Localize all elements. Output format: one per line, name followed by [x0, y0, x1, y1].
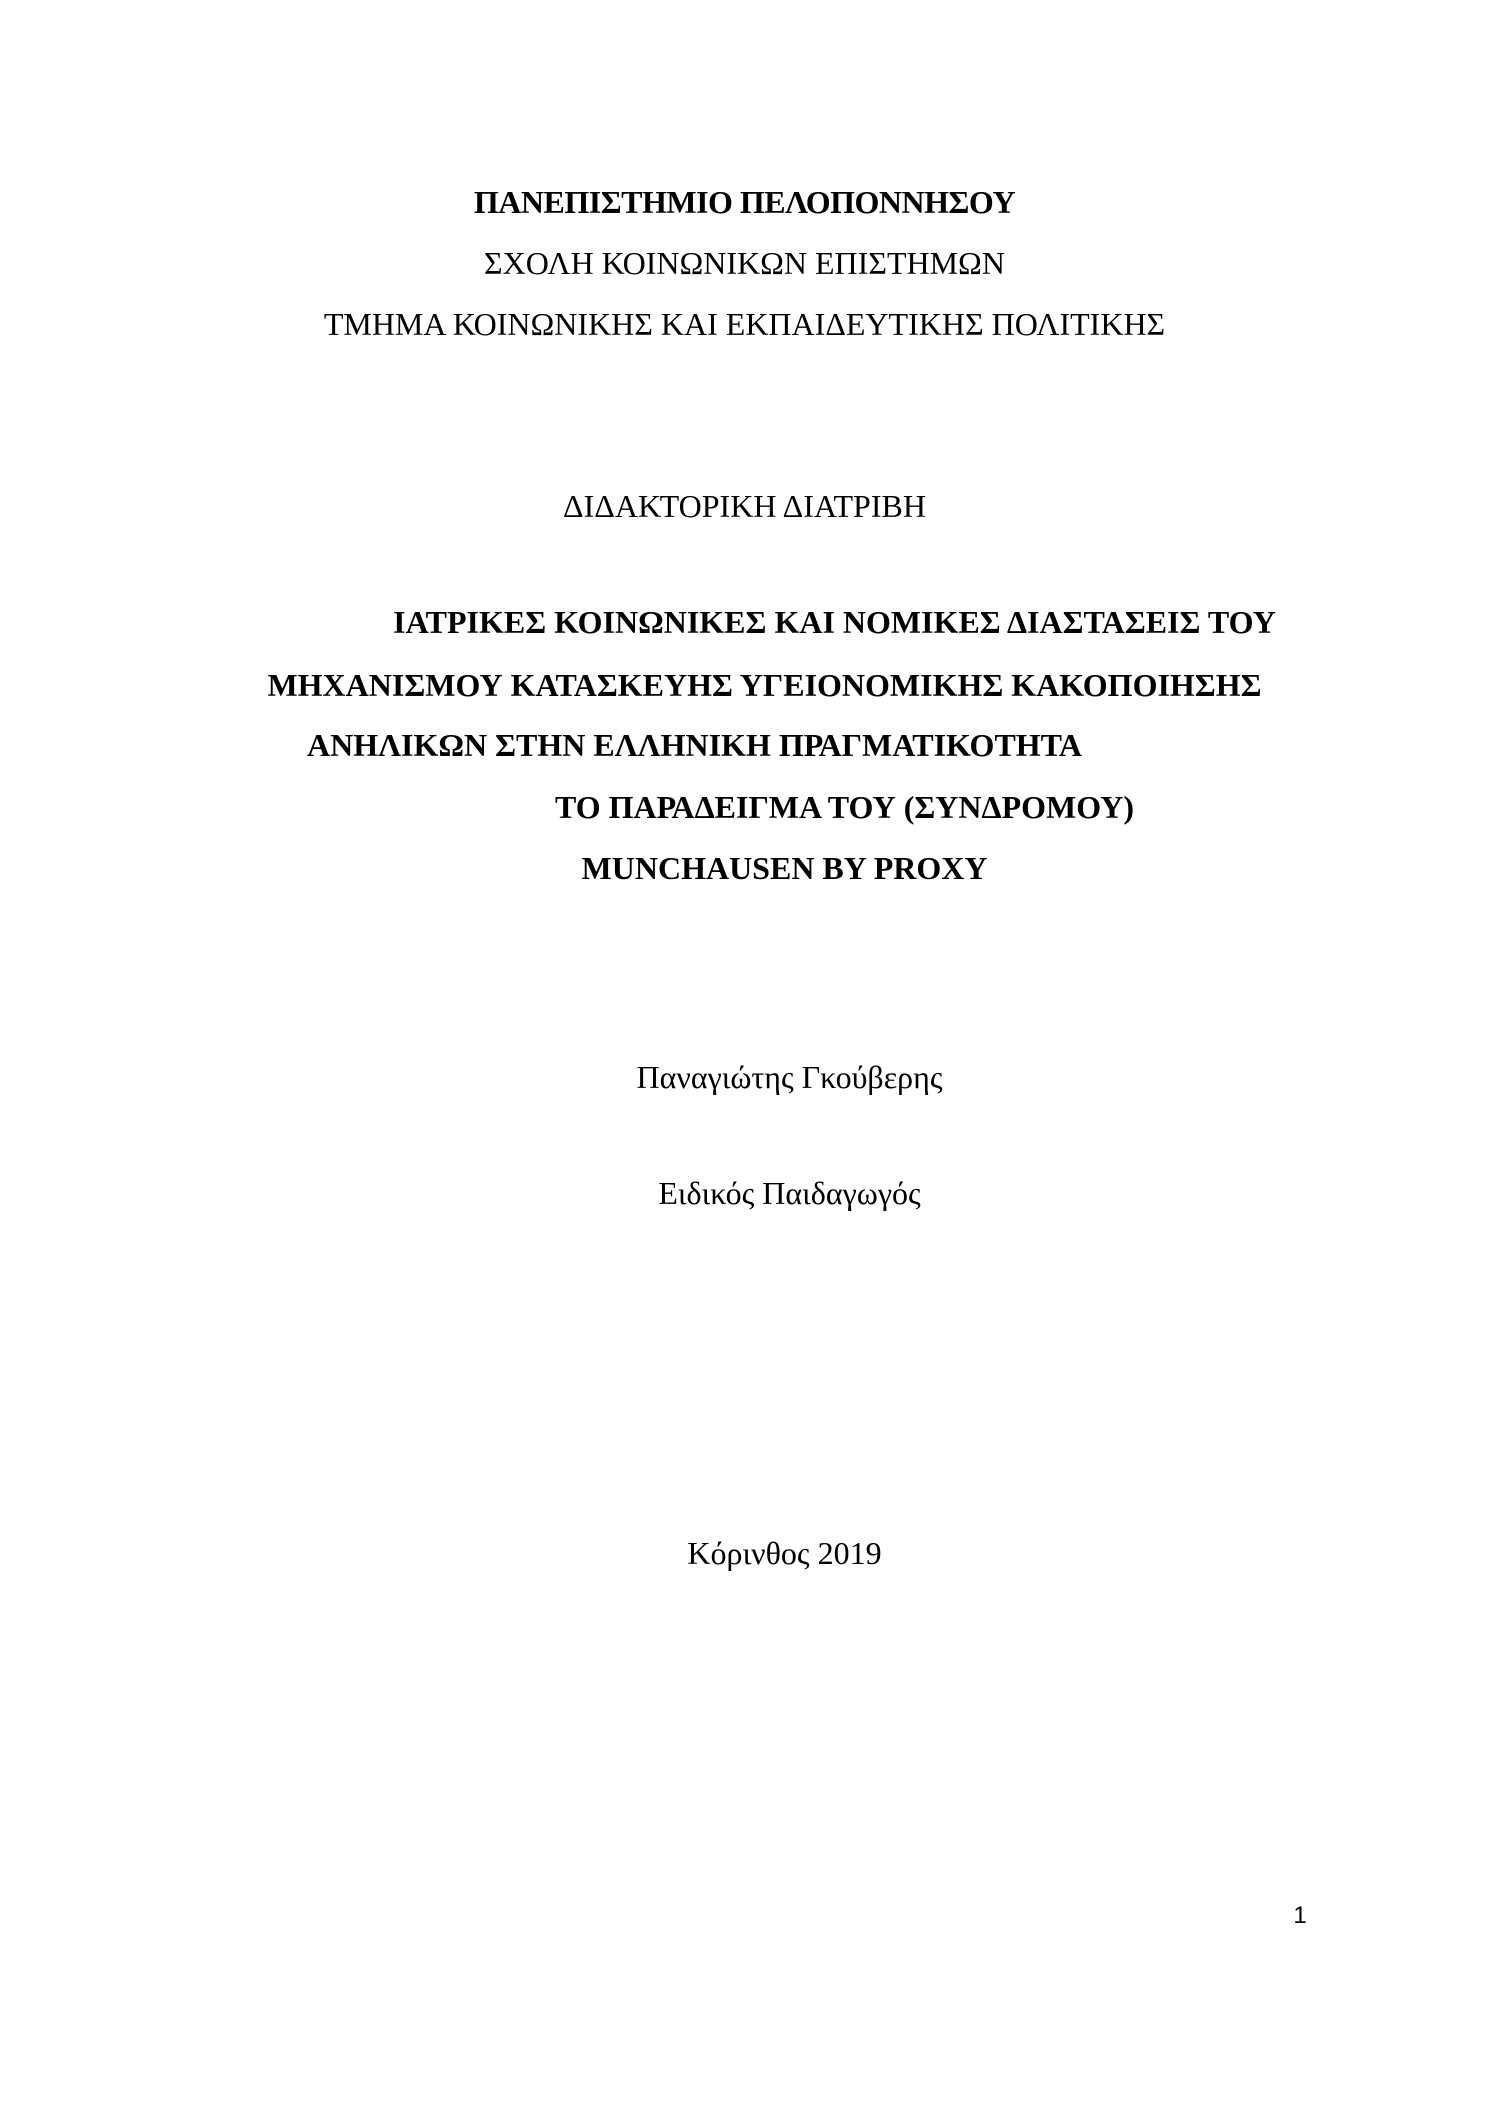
author-name: Παναγιώτης Γκούβερης: [636, 1059, 943, 1095]
university-name: ΠΑΝΕΠΙΣΤΗΜΙΟ ΠΕΛΟΠΟΝΝΗΣΟΥ: [473, 184, 1016, 220]
thesis-title-line: ΜΗΧΑΝΙΣΜΟΥ ΚΑΤΑΣΚΕΥΗΣ ΥΓΕΙΟΝΟΜΙΚΗΣ ΚΑΚΟΠΟΙΗΣΗΣ: [267, 667, 1262, 703]
author-role: Ειδικός Παιδαγωγός: [658, 1175, 921, 1211]
thesis-title-line: ΙΑΤΡΙΚΕΣ ΚΟΙΝΩΝΙΚΕΣ ΚΑΙ ΝΟΜΙΚΕΣ ΔΙΑΣΤΑΣΕΙΣ ΤΟΥ: [393, 604, 1276, 640]
thesis-title-line: ΑΝΗΛΙΚΩΝ ΣΤΗΝ ΕΛΛΗΝΙΚΗ ΠΡΑΓΜΑΤΙΚΟΤΗΤΑ: [306, 727, 1083, 763]
thesis-title-line: ΤΟ ΠΑΡΑΔΕΙΓΜΑ ΤΟΥ (ΣΥΝΔΡΟΜΟΥ): [554, 789, 1135, 825]
document-type: ΔΙΔΑΚΤΟΡΙΚΗ ΔΙΑΤΡΙΒΗ: [563, 488, 926, 524]
page-number: 1: [1293, 1902, 1307, 1929]
thesis-title-line: MUNCHAUSEN BY PROXY: [581, 850, 988, 886]
department-name: ΤΜΗΜΑ ΚΟΙΝΩΝΙΚΗΣ ΚΑΙ ΕΚΠΑΙΔΕΥΤΙΚΗΣ ΠΟΛΙΤΙΚΗΣ: [323, 306, 1166, 342]
school-name: ΣΧΟΛΗ ΚΟΙΝΩΝΙΚΩΝ ΕΠΙΣΤΗΜΩΝ: [484, 245, 1005, 281]
place-and-year: Κόρινθος 2019: [687, 1535, 882, 1571]
